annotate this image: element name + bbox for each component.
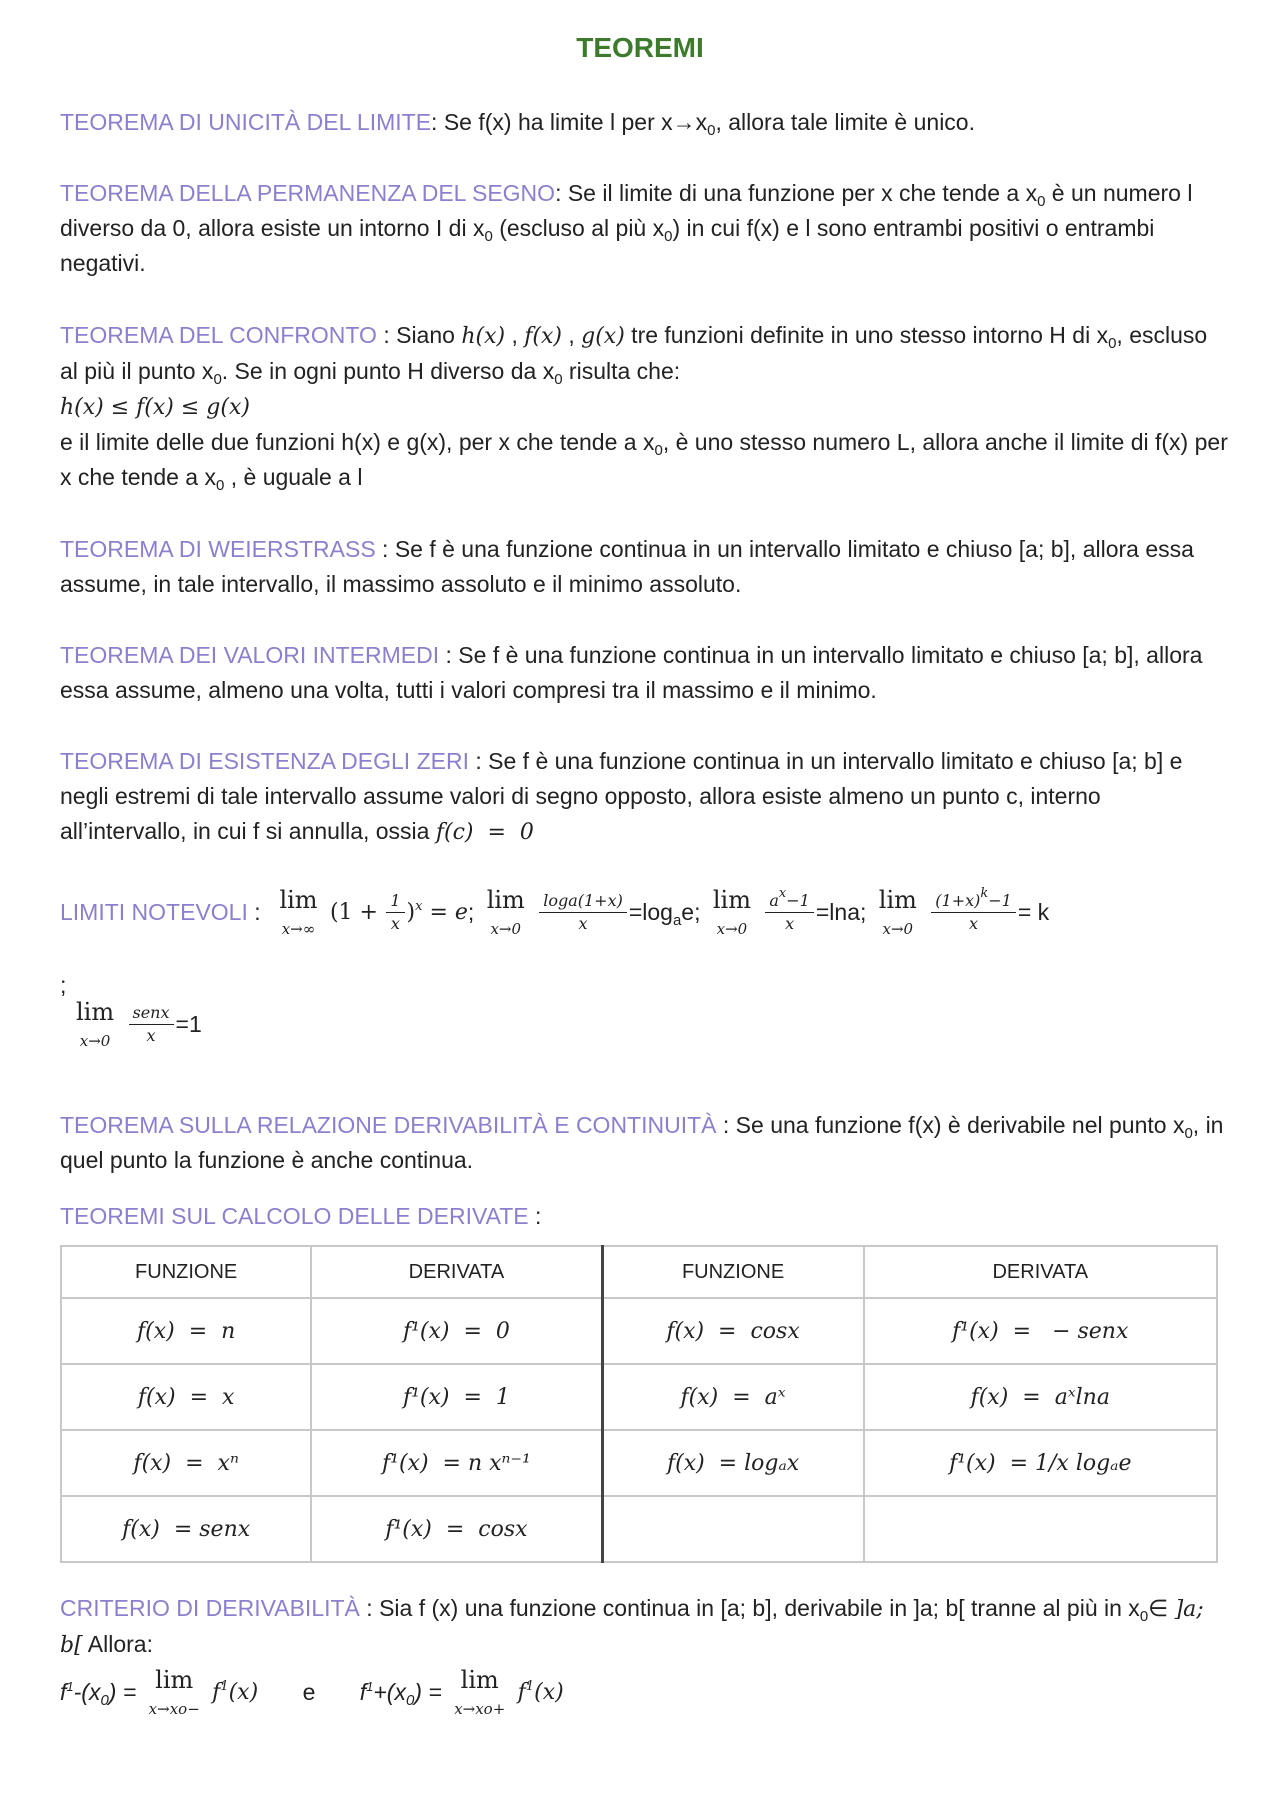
table-row	[61, 1298, 1217, 1364]
table-cell: f(x) = senx	[61, 1496, 311, 1562]
base: a	[769, 891, 779, 911]
fprime	[212, 1678, 259, 1705]
left-derivative-label	[60, 1679, 137, 1709]
math-g: g(x)	[581, 324, 625, 349]
fraction	[129, 1004, 174, 1044]
theorem-heading: TEOREMA DI UNICITÀ DEL LIMITE	[60, 109, 432, 135]
table-row	[61, 1496, 1217, 1562]
theorem-heading: TEOREMA DELLA PERMANENZA DEL SEGNO	[60, 180, 556, 206]
lim-word: lim	[712, 886, 751, 914]
table-cell: f(x) = aˣlna	[864, 1364, 1217, 1430]
table-cell: f(x) = logₐx	[602, 1430, 863, 1496]
subscript: 0	[1037, 193, 1046, 210]
numerator	[931, 886, 1016, 913]
theorem-intermediate-values	[60, 638, 1230, 708]
limit-4	[879, 888, 917, 937]
lim-sub: x→0	[716, 920, 748, 938]
denominator: x	[969, 914, 979, 933]
exponent: x	[415, 898, 423, 914]
theorem-text: : Sia f (x) una funzione continua in [a; b], derivabile in ]a; b[ tranne al più in x	[359, 1595, 1140, 1621]
table-cell	[864, 1496, 1217, 1562]
limit-left	[149, 1668, 200, 1717]
differentiability-criterion	[60, 1591, 1230, 1663]
theorem-text: : Se f è una funzione continua in un intervallo limitato e chiuso [a; b] e negli estremi di tale intervallo assume valori di segno opposto, allora esiste almeno un punto c, interno all’intervallo, in cui f si annulla, ossia	[60, 748, 1183, 844]
derivatives-section	[60, 1199, 1230, 1234]
numerator: senx	[129, 1004, 174, 1025]
theorem-text: , è uguale a l	[224, 464, 363, 490]
lim-word: lim	[76, 998, 115, 1026]
table-cell: f¹(x) = 0	[311, 1298, 602, 1364]
table-cell: f(x) = x	[61, 1364, 311, 1430]
theorem-heading: TEOREMA DI ESISTENZA DEGLI ZERI	[60, 748, 469, 774]
subscript: 0	[1184, 1125, 1193, 1142]
result-text: e	[681, 899, 695, 925]
subscript: a	[672, 912, 682, 929]
label-text: -(x	[73, 1679, 101, 1705]
conjunction: e	[302, 1679, 316, 1705]
exponent: k	[980, 886, 989, 902]
limit-3	[713, 888, 751, 937]
theorem-uniqueness	[60, 105, 1230, 140]
lim-sub: x→0	[882, 920, 914, 938]
exponent: 1	[220, 1678, 229, 1694]
fprime	[517, 1678, 564, 1705]
table-row	[61, 1364, 1217, 1430]
page-title: TEOREMI	[576, 32, 704, 63]
table-cell: f¹(x) = n xⁿ⁻¹	[311, 1430, 602, 1496]
theorem-text: , escluso al più il punto x	[60, 322, 1208, 384]
result: = k	[1017, 899, 1050, 925]
table-cell: f(x) = xⁿ	[61, 1430, 311, 1496]
separator: ,	[568, 322, 575, 348]
subscript: 0	[100, 1692, 109, 1709]
label-text: ) =	[108, 1679, 137, 1705]
table-cell: f¹(x) = 1/x logₐe	[864, 1430, 1217, 1496]
base: (1+x)	[935, 891, 981, 911]
theorem-text: . Se in ogni punto H diverso da x	[221, 358, 555, 384]
theorem-text: : Siano	[376, 322, 462, 348]
colon: :	[247, 899, 268, 925]
table-cell: f(x) = cosx	[602, 1298, 863, 1364]
colon: :	[528, 1203, 542, 1229]
theorem-heading: TEOREMA DEI VALORI INTERMEDI	[60, 642, 440, 668]
table-header: FUNZIONE	[602, 1246, 863, 1298]
separator: ;	[694, 899, 701, 925]
subscript: 0	[554, 371, 563, 388]
lim-sub: x→∞	[281, 920, 316, 938]
limit-2	[487, 888, 525, 937]
label-text: +(x	[373, 1679, 406, 1705]
label-text: ) =	[414, 1679, 442, 1705]
exponent: 1	[525, 1678, 535, 1694]
fraction	[539, 892, 627, 932]
table-header: DERIVATA	[311, 1246, 602, 1298]
theorem-text: (escluso al più x	[492, 215, 665, 241]
theorem-comparison	[60, 318, 1230, 495]
theorem-text: : Se una funzione f(x) è derivabile nel punto x	[716, 1112, 1185, 1138]
denominator: x	[146, 1026, 156, 1045]
fraction	[931, 886, 1016, 933]
denominator: x	[578, 914, 588, 933]
f-label: f	[212, 1679, 221, 1705]
subscript: 0	[664, 228, 673, 245]
theorem-text: Allora:	[82, 1631, 153, 1657]
separator: ,	[511, 322, 518, 348]
result: =1	[175, 1011, 202, 1037]
exponent: x	[778, 886, 787, 902]
lim-sub: x→xo−	[148, 1700, 200, 1718]
subscript: 0	[216, 477, 225, 494]
theorem-text: , in quel punto la funzione è anche continua.	[60, 1112, 1224, 1173]
result: =lna	[815, 899, 860, 925]
lim-word: lim	[486, 886, 525, 914]
separator: ;	[60, 972, 67, 998]
lim-word: lim	[878, 886, 917, 914]
minus-one: −1	[786, 891, 810, 911]
fraction	[765, 886, 813, 933]
theorem-text: : Se f è una funzione continua in un intervallo limitato e chiuso [a; b], allora essa assume, almeno una volta, tutti i valori compresi tra il massimo e il minimo.	[60, 642, 1203, 703]
theorem-heading: TEOREMA SULLA RELAZIONE DERIVABILITÀ E CONTINUITÀ	[60, 1112, 717, 1138]
theorem-heading: LIMITI NOTEVOLI	[60, 899, 248, 925]
theorem-zeros	[60, 744, 1230, 850]
lim-word: lim	[155, 1666, 194, 1694]
result	[628, 899, 695, 929]
limit-1	[279, 888, 317, 937]
theorem-text: : Se f è una funzione continua in un intervallo limitato e chiuso [a; b], allora essa assume, in tale intervallo, il massimo assoluto e il minimo assoluto.	[60, 536, 1194, 597]
exponent: 1	[366, 1679, 374, 1694]
theorem-heading: TEOREMA DEL CONFRONTO	[60, 322, 377, 348]
theorem-text: : Se il limite di una funzione per x che tende a x	[555, 180, 1038, 206]
theorem-text: e il limite delle due funzioni h(x) e g(x), per x che tende a x	[60, 429, 655, 455]
numerator: 1	[386, 892, 404, 913]
inequality: h(x) ≤ f(x) ≤ g(x)	[60, 395, 250, 420]
lim-sub: x→0	[79, 1032, 111, 1050]
theorem-weierstrass	[60, 532, 1230, 602]
denominator: x	[785, 914, 795, 933]
table-cell: f(x) = aˣ	[602, 1364, 863, 1430]
lim-sub: x→0	[490, 920, 522, 938]
interval: ]a; b[	[60, 1597, 1204, 1658]
result: = e	[422, 899, 468, 925]
notable-limits	[60, 888, 1240, 937]
right-derivative-label	[359, 1679, 442, 1709]
lim-sub: x→xo+	[454, 1700, 506, 1718]
table-header-row	[61, 1246, 1217, 1298]
table-cell: f¹(x) = cosx	[311, 1496, 602, 1562]
math-h: h(x)	[461, 324, 506, 349]
subscript: 0	[1108, 335, 1117, 352]
separator: ;	[467, 899, 475, 925]
result-text: =log	[628, 899, 673, 925]
theorem-text: ) in cui f(x) e l sono entrambi positivi o entrambi negativi.	[60, 215, 1155, 276]
subscript: 0	[707, 122, 716, 139]
theorem-text: risulta che:	[562, 358, 681, 384]
fraction	[386, 892, 404, 932]
table-header: DERIVATA	[864, 1246, 1217, 1298]
subscript: 0	[1139, 1608, 1149, 1625]
f-label: f	[60, 1679, 67, 1705]
derivatives-table	[60, 1245, 1218, 1563]
subscript: 0	[654, 442, 663, 459]
subscript: 0	[405, 1692, 415, 1709]
table-header: FUNZIONE	[61, 1246, 311, 1298]
numerator: loga(1+x)	[539, 892, 627, 913]
math-formula: f(c) = 0	[435, 820, 534, 845]
theorem-text: è un numero l diverso da 0, allora esiste un intorno I di x	[60, 180, 1193, 241]
notable-limit-5	[70, 1000, 202, 1049]
subscript: 0	[484, 228, 493, 245]
minus-one: −1	[988, 891, 1012, 911]
table-cell: f¹(x) = 1	[311, 1364, 602, 1430]
argument: (x)	[228, 1679, 259, 1705]
math-f: f(x)	[524, 324, 562, 349]
subscript: 0	[213, 371, 222, 388]
table-cell: f(x) = n	[61, 1298, 311, 1364]
separator: ;	[859, 899, 867, 925]
theorem-heading: TEOREMI SUL CALCOLO DELLE DERIVATE	[60, 1203, 529, 1229]
lim-word: lim	[460, 1666, 499, 1694]
theorem-heading: CRITERIO DI DERIVABILITÀ	[60, 1595, 360, 1621]
exponent: 1	[66, 1679, 74, 1694]
theorem-text: tre funzioni definite in uno stesso intorno H di x	[624, 322, 1109, 348]
expr: (1 +	[329, 899, 378, 925]
numerator	[765, 886, 813, 913]
table-row	[61, 1430, 1217, 1496]
theorem-text: , allora tale limite è unico.	[715, 109, 975, 135]
table-cell	[602, 1496, 863, 1562]
f-label: f	[359, 1679, 367, 1705]
theorem-text: , è uno stesso numero L, allora anche il limite di f(x) per x che tende a x	[60, 429, 1228, 490]
expr	[406, 898, 468, 925]
theorem-differentiability-continuity	[60, 1108, 1230, 1178]
lim-word: lim	[279, 886, 318, 914]
denominator: x	[390, 914, 400, 933]
table-cell: f¹(x) = − senx	[864, 1298, 1217, 1364]
theorem-sign-permanence	[60, 176, 1230, 281]
f-label: f	[517, 1679, 526, 1705]
limit-right	[454, 1668, 505, 1717]
theorem-text: : Se f(x) ha limite l per x→x	[431, 109, 708, 135]
criterion-formula	[60, 1668, 564, 1717]
limit-5	[76, 1000, 114, 1049]
theorem-text: ∈	[1148, 1595, 1175, 1621]
argument: (x)	[534, 1679, 564, 1705]
theorem-heading: TEOREMA DI WEIERSTRASS	[60, 536, 376, 562]
paren: )	[406, 899, 416, 925]
